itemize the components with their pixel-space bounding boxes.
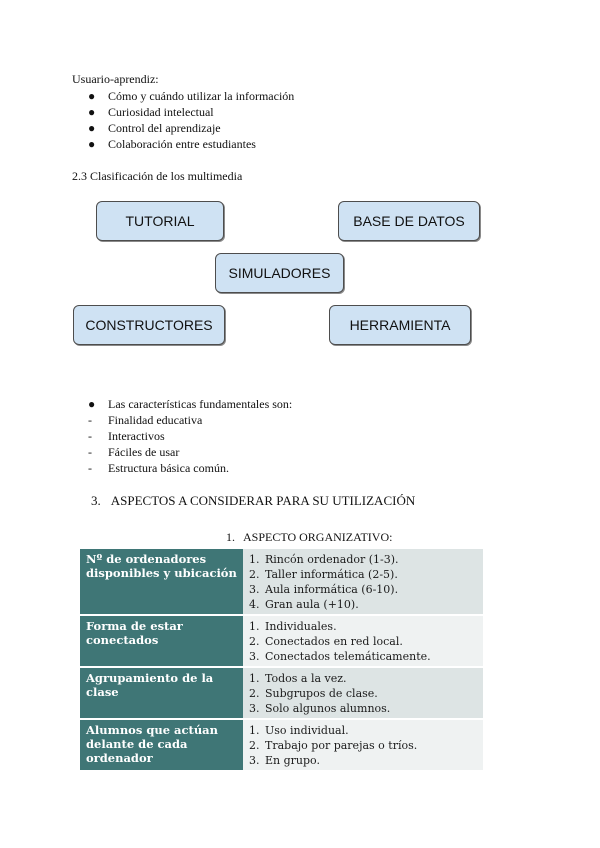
row-options: 1. Uso individual. 2. Trabajo por parejas o tríos. 3. En grupo. xyxy=(243,719,483,771)
subsection-1-heading: 1. ASPECTO ORGANIZATIVO: xyxy=(226,530,393,544)
dash-icon: - xyxy=(88,445,92,459)
organizational-table xyxy=(80,549,483,772)
dash-icon: - xyxy=(88,413,92,427)
list-item: - Interactivos xyxy=(88,429,165,443)
constructores-box: CONSTRUCTORES xyxy=(73,305,225,345)
tutorial-box: TUTORIAL xyxy=(96,201,224,241)
base-de-datos-box: BASE DE DATOS xyxy=(338,201,480,241)
row-header: Agrupamiento de la clase xyxy=(80,667,243,719)
table-row xyxy=(80,667,483,719)
row-options: 1. Rincón ordenador (1-3). 2. Taller informática (2-5). 3. Aula informática (6-10). 4. Gran aula (+10). xyxy=(243,549,483,615)
row-header: Nº de ordenadores disponibles y ubicación xyxy=(80,549,243,615)
simuladores-box: SIMULADORES xyxy=(215,253,344,293)
herramienta-box: HERRAMIENTA xyxy=(329,305,471,345)
bullet-icon: ● xyxy=(88,137,96,151)
list-item: ● Las características fundamentales son: xyxy=(88,397,293,411)
list-item: - Estructura básica común. xyxy=(88,461,229,475)
bullet-icon: ● xyxy=(88,89,96,103)
table-row xyxy=(80,615,483,667)
characteristics-list xyxy=(88,396,292,476)
row-header: Forma de estar conectados xyxy=(80,615,243,667)
bullet-icon: ● xyxy=(88,121,96,135)
intro-heading: Usuario-aprendiz: xyxy=(72,72,159,86)
intro-bullet-list xyxy=(88,88,294,152)
list-item: ● Control del aprendizaje xyxy=(88,121,221,135)
table-row xyxy=(80,549,483,615)
bullet-icon: ● xyxy=(88,105,96,119)
list-item: ● Colaboración entre estudiantes xyxy=(88,137,256,151)
row-header: Alumnos que actúan delante de cada ordenador xyxy=(80,719,243,771)
bullet-icon: ● xyxy=(88,397,96,411)
list-item: - Finalidad educativa xyxy=(88,413,203,427)
dash-icon: - xyxy=(88,429,92,443)
classification-heading: 2.3 Clasificación de los multimedia xyxy=(72,169,243,183)
list-item: - Fáciles de usar xyxy=(88,445,180,459)
section-3-heading: 3. ASPECTOS A CONSIDERAR PARA SU UTILIZACIÓN xyxy=(91,493,416,508)
row-options: 1. Individuales. 2. Conectados en red local. 3. Conectados telemáticamente. xyxy=(243,615,483,667)
row-options: 1. Todos a la vez. 2. Subgrupos de clase. 3. Solo algunos alumnos. xyxy=(243,667,483,719)
dash-icon: - xyxy=(88,461,92,475)
list-item: ● Cómo y cuándo utilizar la información xyxy=(88,89,295,103)
table-row xyxy=(80,719,483,771)
list-item: ● Curiosidad intelectual xyxy=(88,105,214,119)
